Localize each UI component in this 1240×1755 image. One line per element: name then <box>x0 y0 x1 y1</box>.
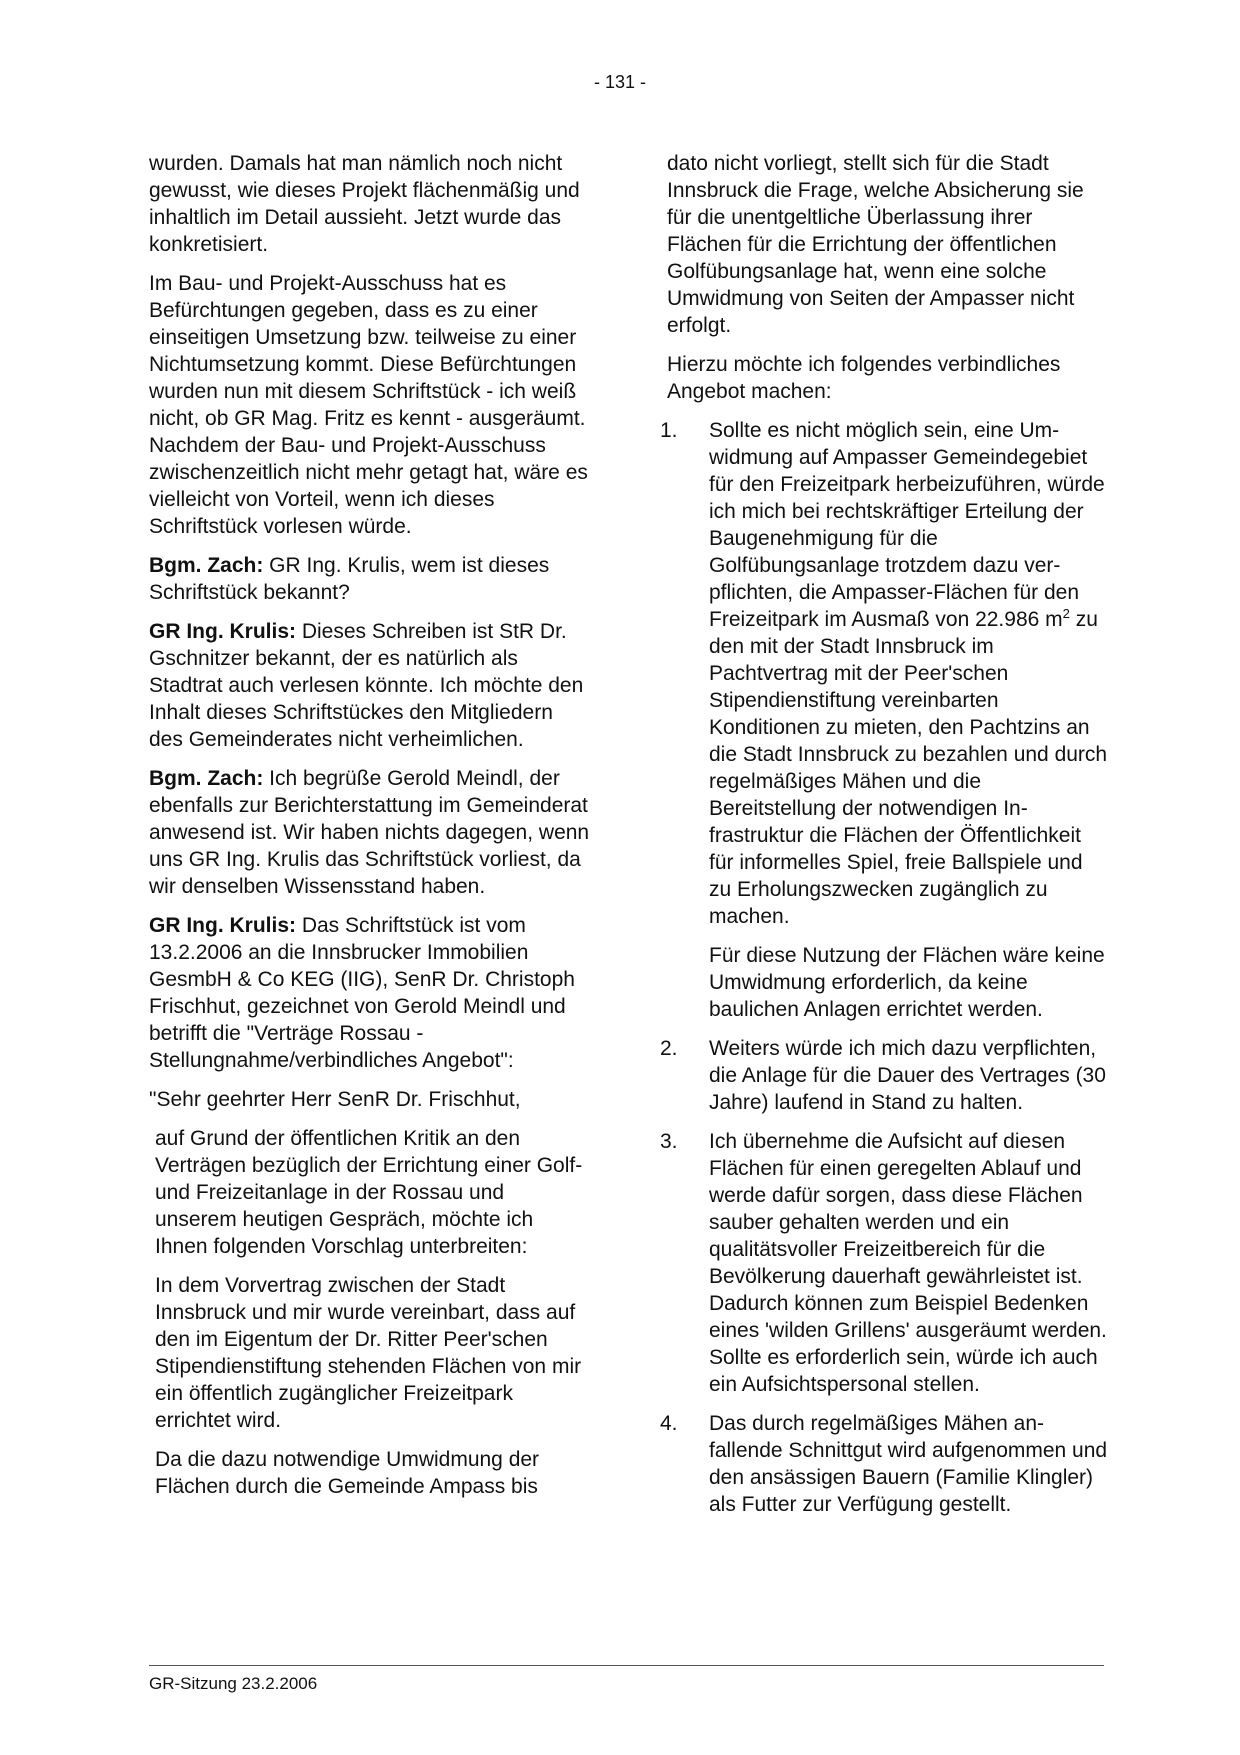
list-item-text: Weiters würde ich mich dazu verpflichten, die Anlage für die Dauer des Vertrages (30 Jahre) laufend in Stand zu halten. <box>709 1037 1106 1114</box>
list-item <box>660 417 1110 1023</box>
list-number: 4. <box>660 1412 678 1435</box>
left-column <box>149 150 591 1512</box>
list-number: 2. <box>660 1037 678 1060</box>
footer-divider <box>149 1665 1104 1666</box>
letter-paragraph: In dem Vorvertrag zwischen der Stadt Innsbruck und mir wurde vereinbart, dass auf den im Eigentum der Dr. Ritter Peer'schen Stipendienstiftung stehenden Flächen von mir ein öffentlich zugänglicher Freizeitpark errichtet wird. <box>155 1274 582 1432</box>
speech-text: GR Ing. Krulis, wem ist dieses Schriftstück bekannt? <box>149 554 550 604</box>
speech-paragraph <box>149 912 591 1074</box>
footer-text: GR-Sitzung 23.2.2006 <box>149 1674 318 1693</box>
speaker-name: GR Ing. Krulis: <box>149 914 296 937</box>
list-item <box>660 1035 1110 1116</box>
speaker-name: Bgm. Zach: <box>149 767 264 790</box>
speech-paragraph <box>149 552 591 606</box>
letter-salutation: "Sehr geehrter Herr SenR Dr. Frischhut, <box>149 1088 521 1111</box>
letter-paragraph: Hierzu möchte ich folgendes verbindliches Angebot machen: <box>667 353 1061 403</box>
letter-paragraph: Da die dazu notwendige Umwidmung der Flächen durch die Gemeinde Ampass bis <box>155 1448 540 1498</box>
list-number: 1. <box>660 419 678 442</box>
list-item-text-part: Sollte es nicht möglich sein, eine Umwidmung auf Ampasser Gemeindegebiet für den Freizeitpark herbeizuführen, würde ich mich bei rechtskräftiger Erteilung der Baugenehmigung für die Golfübungsanlage trotzdem dazu verpflichten, die Ampasser-Flächen für den Freizeitpark im Ausmaß von 22.986 m <box>709 419 1105 631</box>
list-item-text: Für diese Nutzung der Flächen wäre keine Umwidmung erforderlich, da keine baulichen Anlagen errichtet werden. <box>709 944 1105 1021</box>
list-item-text <box>709 417 1110 930</box>
superscript: 2 <box>1062 606 1070 621</box>
letter-paragraph: dato nicht vorliegt, stellt sich für die Stadt Innsbruck die Frage, welche Absicherung sie für die unentgeltliche Überlassung ihrer Flächen für die Errichtung der öffentlichen Golfübungsanlage hat, wenn eine solche Umwidmung von Seiten der Ampasser nicht erfolgt. <box>667 152 1084 337</box>
paragraph: Im Bau- und Projekt-Ausschuss hat es Befürchtungen gegeben, dass es zu einer einseitigen Umsetzung bzw. teilweise zu einer Nichtumsetzung kommt. Diese Befürchtungen wurden nun mit diesem Schriftstück - ich weiß nicht, ob GR Mag. Fritz es kennt - ausgeräumt. Nachdem der Bau- und Projekt-Ausschuss zwischenzeitlich nicht mehr getagt hat, wäre es vielleicht von Vorteil, wenn ich dieses Schriftstück vorlesen würde. <box>149 272 588 538</box>
page-number: - 131 - <box>593 72 647 92</box>
letter-paragraph: auf Grund der öffentlichen Kritik an den Verträgen bezüglich der Errichtung einer Golf- und Freizeitanlage in der Rossau und unserem heutigen Gespräch, möchte ich Ihnen folgenden Vorschlag unterbreiten: <box>155 1127 583 1258</box>
speaker-name: Bgm. Zach: <box>149 554 264 577</box>
paragraph: wurden. Damals hat man nämlich noch nicht gewusst, wie dieses Projekt flächenmäßig und inhaltlich im Detail aussieht. Jetzt wurde das konkretisiert. <box>149 152 580 256</box>
list-item <box>660 1128 1110 1398</box>
right-column <box>660 150 1110 1530</box>
list-item <box>660 1410 1110 1518</box>
list-item-text: Das durch regelmäßiges Mähen anfallende Schnittgut wird aufgenommen und den ansässigen Bauern (Familie Klingler) als Futter zur Verfügung gestellt. <box>709 1412 1108 1516</box>
speech-text: Das Schriftstück ist vom 13.2.2006 an die Innsbrucker Immobilien GesmbH & Co KEG (IIG), SenR Dr. Christoph Frischhut, gezeichnet von Gerold Meindl und betrifft die "Verträge Rossau - Stellungnahme/verbindliches Angebot": <box>149 914 575 1072</box>
speech-text: Dieses Schreiben ist StR Dr. Gschnitzer bekannt, der es natürlich als Stadtrat auch verlesen könnte. Ich möchte den Inhalt dieses Schriftstückes den Mitgliedern des Gemeinderates nicht verheimlichen. <box>149 620 584 751</box>
speaker-name: GR Ing. Krulis: <box>149 620 296 643</box>
list-number: 3. <box>660 1130 678 1153</box>
list-item-text-part: zu den mit der Stadt Innsbruck im Pachtvertrag mit der Peer'schen Stipendienstiftung vereinbarten Konditionen zu mieten, den Pachtzins an die Stadt Innsbruck zu bezahlen und durch regelmäßiges Mähen und die Bereitstellung der notwendigen Infrastruktur die Flächen der Öffentlichkeit für informelles Spiel, freie Ballspiele und zu Erholungszwecken zugänglich zu machen. <box>709 608 1108 928</box>
list-item-text: Ich übernehme die Aufsicht auf diesen Flächen für einen geregelten Ablauf und werde dafür sorgen, dass diese Flächen sauber gehalten werden und ein qualitätsvoller Freizeitbereich für die Bevölkerung dauerhaft gewährleistet ist. Dadurch können zum Beispiel Bedenken eines 'wilden Grillens' ausgeräumt werden. Sollte es erforderlich sein, würde ich auch ein Aufsichtspersonal stellen. <box>709 1130 1107 1396</box>
speech-paragraph <box>149 765 591 900</box>
speech-text: Ich begrüße Gerold Meindl, der ebenfalls zur Berichterstattung im Gemeinderat anwesend ist. Wir haben nichts dagegen, wenn uns GR Ing. Krulis das Schriftstück vorliest, da wir denselben Wissensstand haben. <box>149 767 590 898</box>
speech-paragraph <box>149 618 591 753</box>
